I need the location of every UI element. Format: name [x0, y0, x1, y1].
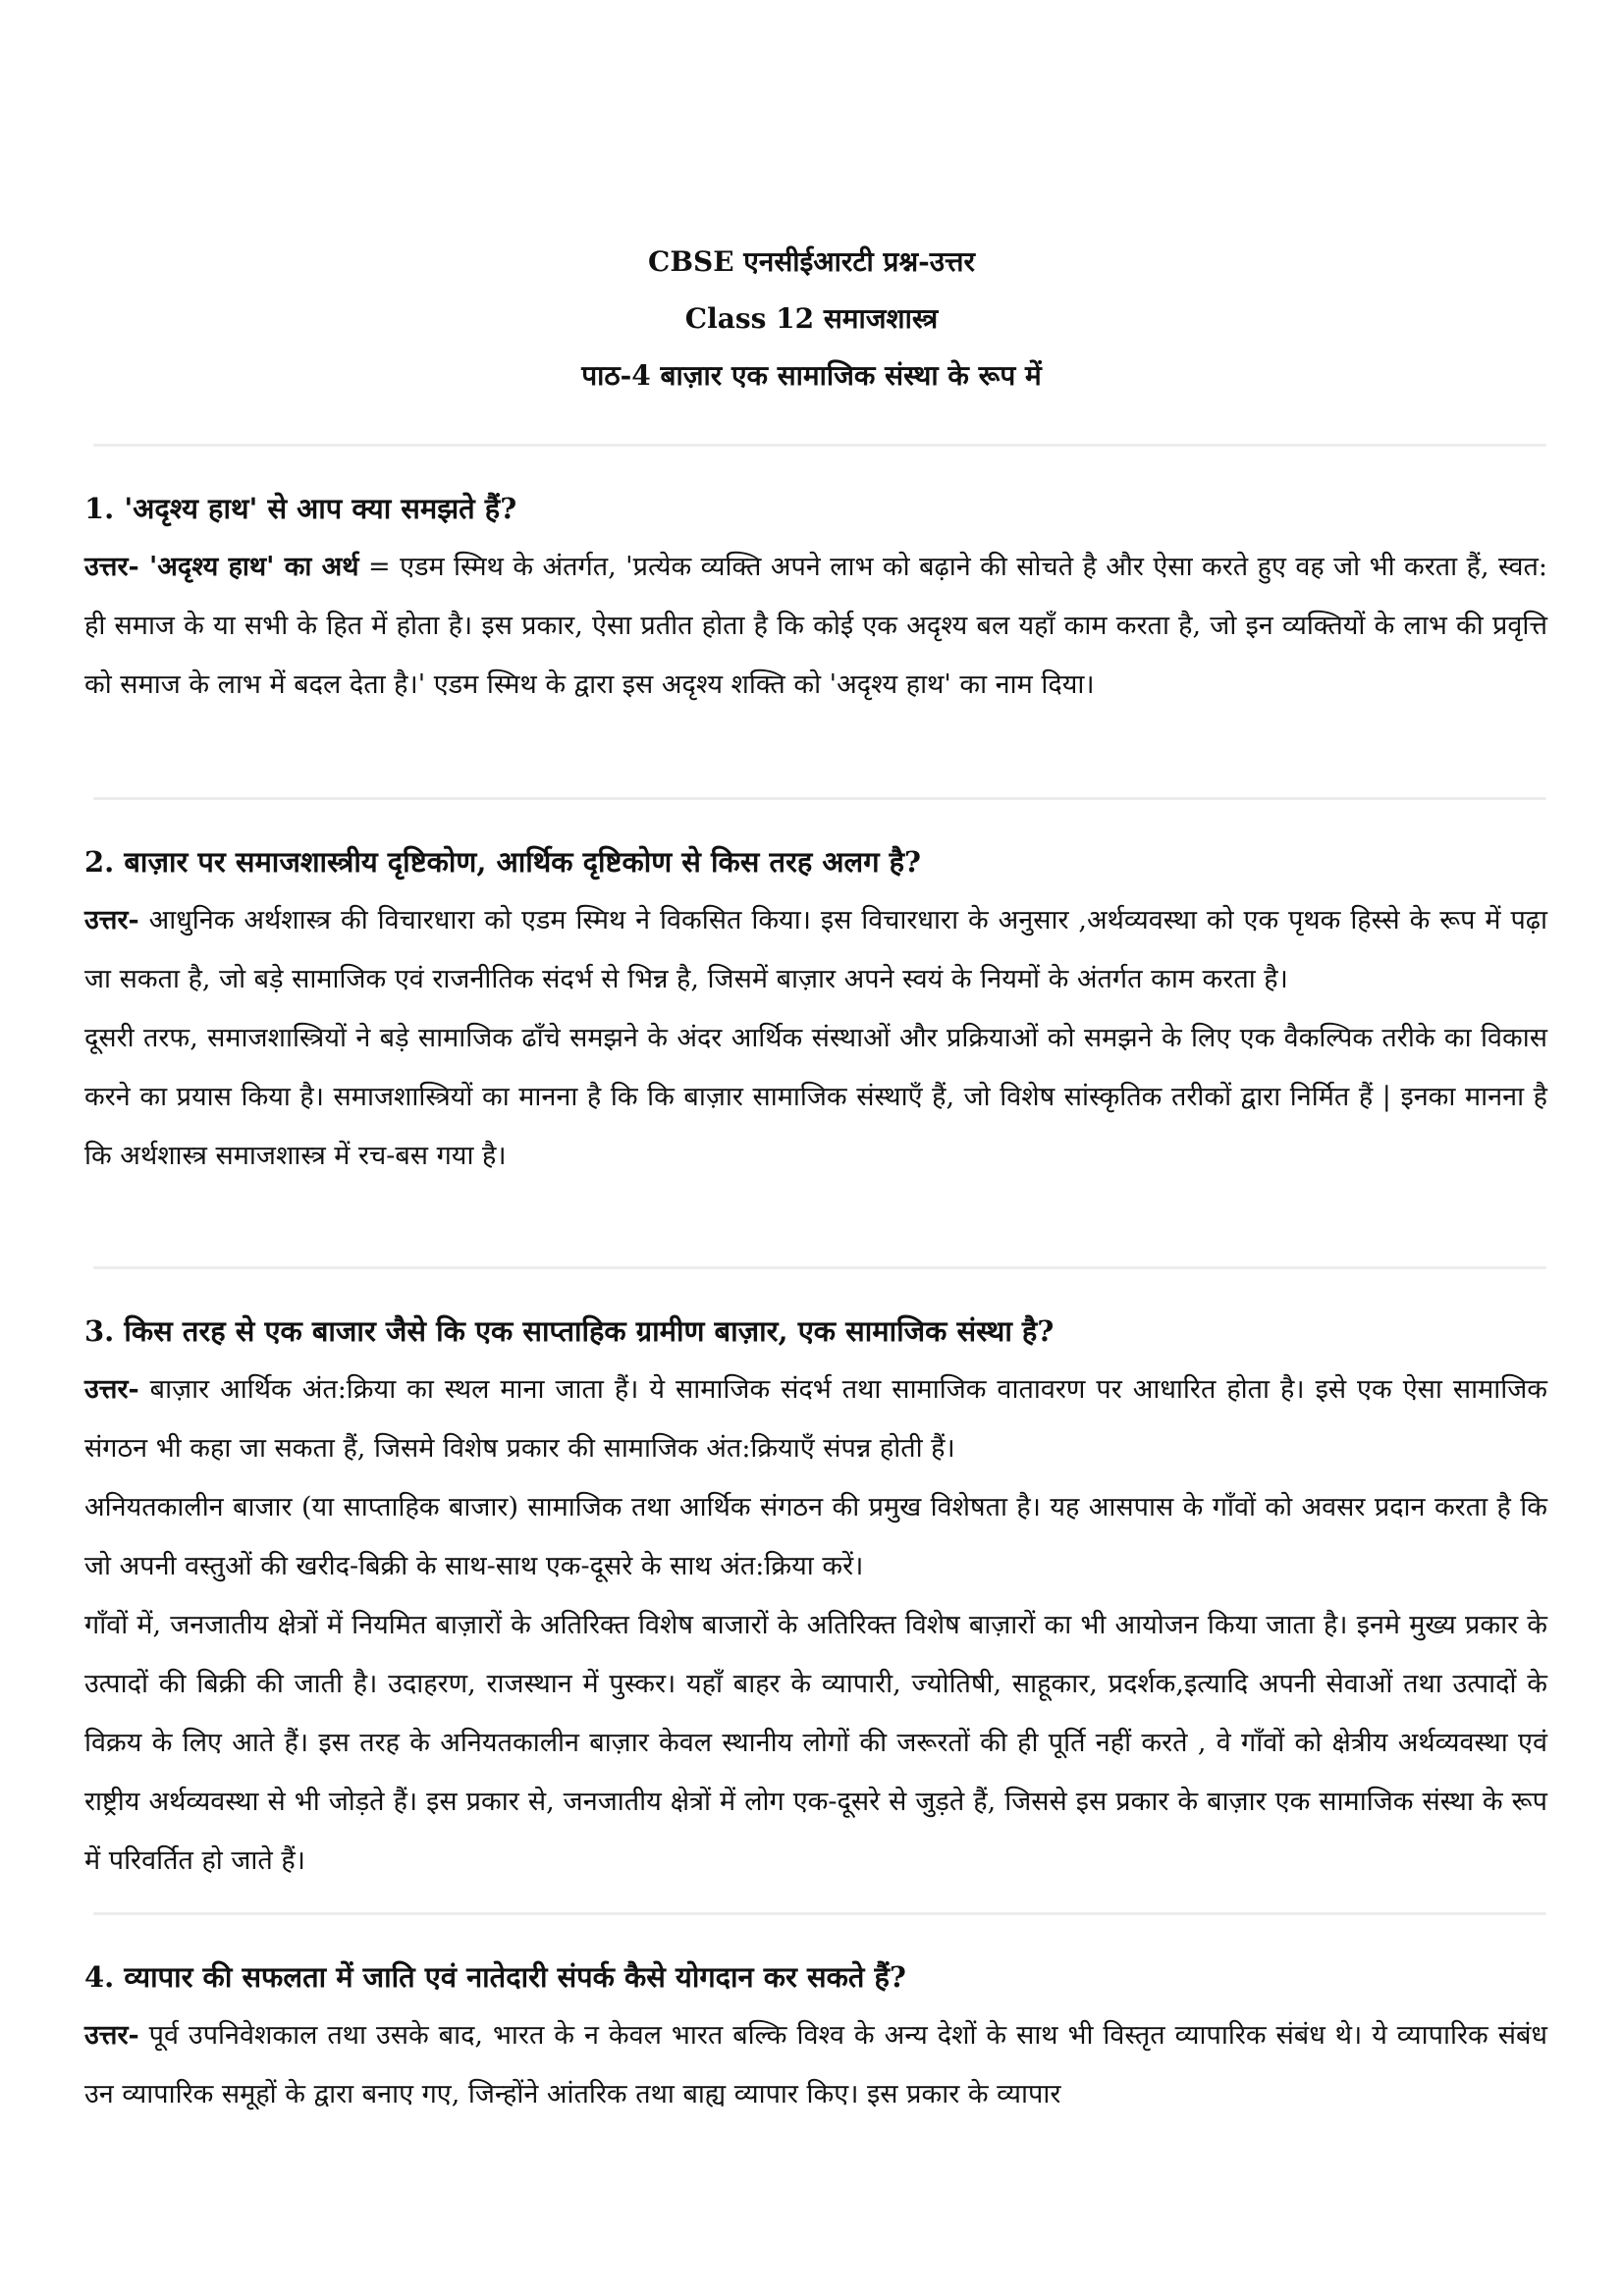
- question-3: 3. किस तरह से एक बाजार जैसे कि एक साप्ताहिक ग्रामीण बाज़ार, एक सामाजिक संस्था है?: [84, 1314, 1055, 1348]
- answer-3-para-2: अनियतकालीन बाजार (या साप्ताहिक बाजार) सामाजिक तथा आर्थिक संगठन की प्रमुख विशेषता है। यह आसपास के गाँवों को अवसर प्रदान करता है कि जो अपनी वस्तुओं की खरीद-बिक्री के साथ-साथ एक-दूसरे के साथ अंत:क्रिया करें।: [84, 1492, 1547, 1581]
- section-divider: [93, 797, 1546, 800]
- answer-label: उत्तर-: [84, 1374, 139, 1405]
- answer-1-para-1: [84, 538, 1547, 715]
- answer-label: उत्तर-: [84, 2020, 139, 2051]
- qa-block-4: [84, 1948, 1547, 2124]
- section-divider: [93, 444, 1546, 447]
- answer-3-para-3: गाँवों में, जनजातीय क्षेत्रों में नियमित बाज़ारों के अतिरिक्त विशेष बाजारों के अतिरिक्त विशेष बाज़ारों का भी आयोजन किया जाता है। इनमे मुख्य प्रकार के उत्पादों की बिक्री की जाती है। उदाहरण, राजस्थान में पुस्कर। यहाँ बाहर के व्यापारी, ज्योतिषी, साहूकार, प्रदर्शक,इत्यादि अपनी सेवाओं तथा उत्पादों के विक्रय के लिए आते हैं। इस तरह के अनियतकालीन बाज़ार केवल स्थानीय लोगों की जरूरतों की ही पूर्ति नहीं करते , वे गाँवों को क्षेत्रीय अर्थव्यवस्था एवं राष्ट्रीय अर्थव्यवस्था से भी जोड़ते हैं। इस प्रकार से, जनजातीय क्षेत्रों में लोग एक-दूसरे से जुड़ते हैं, जिससे इस प्रकार के बाज़ार एक सामाजिक संस्था के रूप में परिवर्तित हो जाते हैं।: [84, 1610, 1547, 1876]
- answer-text: आधुनिक अर्थशास्त्र की विचारधारा को एडम स्मिथ ने विकसित किया। इस विचारधारा के अनुसार ,अर्थव्यवस्था को एक पृथक हिस्से के रूप में पढ़ा जा सकता है, जो बड़े सामाजिक एवं राजनीतिक संदर्भ से भिन्न है, जिसमें बाज़ार अपने स्वयं के नियमों के अंतर्गत काम करता है।: [84, 905, 1547, 994]
- header-class: Class 12 समाजशास्त्र: [684, 302, 939, 335]
- question-4: 4. व्यापार की सफलता में जाति एवं नातेदारी संपर्क कैसे योगदान कर सकते हैं?: [84, 1960, 906, 1994]
- answer-label: उत्तर-: [84, 905, 139, 935]
- qa-block-3: [84, 1302, 1547, 1891]
- answer-text: पूर्व उपनिवेशकाल तथा उसके बाद, भारत के न केवल भारत बल्कि विश्व के अन्य देशों के साथ भी विस्तृत व्यापारिक संबंध थे। ये व्यापारिक संबंध उन व्यापारिक समूहों के द्वारा बनाए गए, जिन्होंने आंतरिक तथा बाह्य व्यापार किए। इस प्रकार के व्यापार: [84, 2020, 1547, 2109]
- answer-3-para-1: [84, 1361, 1547, 1478]
- answer-2-para-1: [84, 891, 1547, 1009]
- header-title: CBSE एनसीईआरटी प्रश्न-उत्तर: [648, 245, 975, 278]
- qa-block-1: [84, 479, 1547, 715]
- qa-block-2: [84, 832, 1547, 1186]
- document-header: [0, 234, 1623, 404]
- answer-text: बाज़ार आर्थिक अंत:क्रिया का स्थल माना जाता हैं। ये सामाजिक संदर्भ तथा सामाजिक वातावरण पर आधारित होता है। इसे एक ऐसा सामाजिक संगठन भी कहा जा सकता हैं, जिसमे विशेष प्रकार की सामाजिक अंत:क्रियाएँ संपन्न होती हैं।: [84, 1374, 1547, 1464]
- question-1: 1. 'अदृश्य हाथ' से आप क्या समझते हैं?: [84, 492, 517, 525]
- header-chapter: पाठ-4 बाज़ार एक सामाजिक संस्था के रूप में: [581, 359, 1042, 392]
- question-2: 2. बाज़ार पर समाजशास्त्रीय दृष्टिकोण, आर्थिक दृष्टिकोण से किस तरह अलग है?: [84, 845, 922, 879]
- answer-4-para-1: [84, 2006, 1547, 2124]
- answer-2-para-2: दूसरी तरफ, समाजशास्त्रियों ने बड़े सामाजिक ढाँचे समझने के अंदर आर्थिक संस्थाओं और प्रक्रियाओं को समझने के लिए एक वैकल्पिक तरीके का विकास करने का प्रयास किया है। समाजशास्त्रियों का मानना है कि कि बाज़ार सामाजिक संस्थाएँ हैं, जो विशेष सांस्कृतिक तरीकों द्वारा निर्मित हैं | इनका मानना है कि अर्थशास्त्र समाजशास्त्र में रच-बस गया है।: [84, 1023, 1547, 1171]
- answer-label: उत्तर- 'अदृश्य हाथ' का अर्थ: [84, 552, 359, 582]
- section-divider: [93, 1266, 1546, 1269]
- answer-text: = एडम स्मिथ के अंतर्गत, 'प्रत्येक व्यक्ति अपने लाभ को बढ़ाने की सोचते है और ऐसा करते हुए वह जो भी करता हैं, स्वत: ही समाज के या सभी के हित में होता है। इस प्रकार, ऐसा प्रतीत होता है कि कोई एक अदृश्य बल यहाँ काम करता है, जो इन व्यक्तियों के लाभ की प्रवृत्ति को समाज के लाभ में बदल देता है।' एडम स्मिथ के द्वारा इस अदृश्य शक्ति को 'अदृश्य हाथ' का नाम दिया।: [84, 552, 1547, 700]
- section-divider: [93, 1912, 1546, 1915]
